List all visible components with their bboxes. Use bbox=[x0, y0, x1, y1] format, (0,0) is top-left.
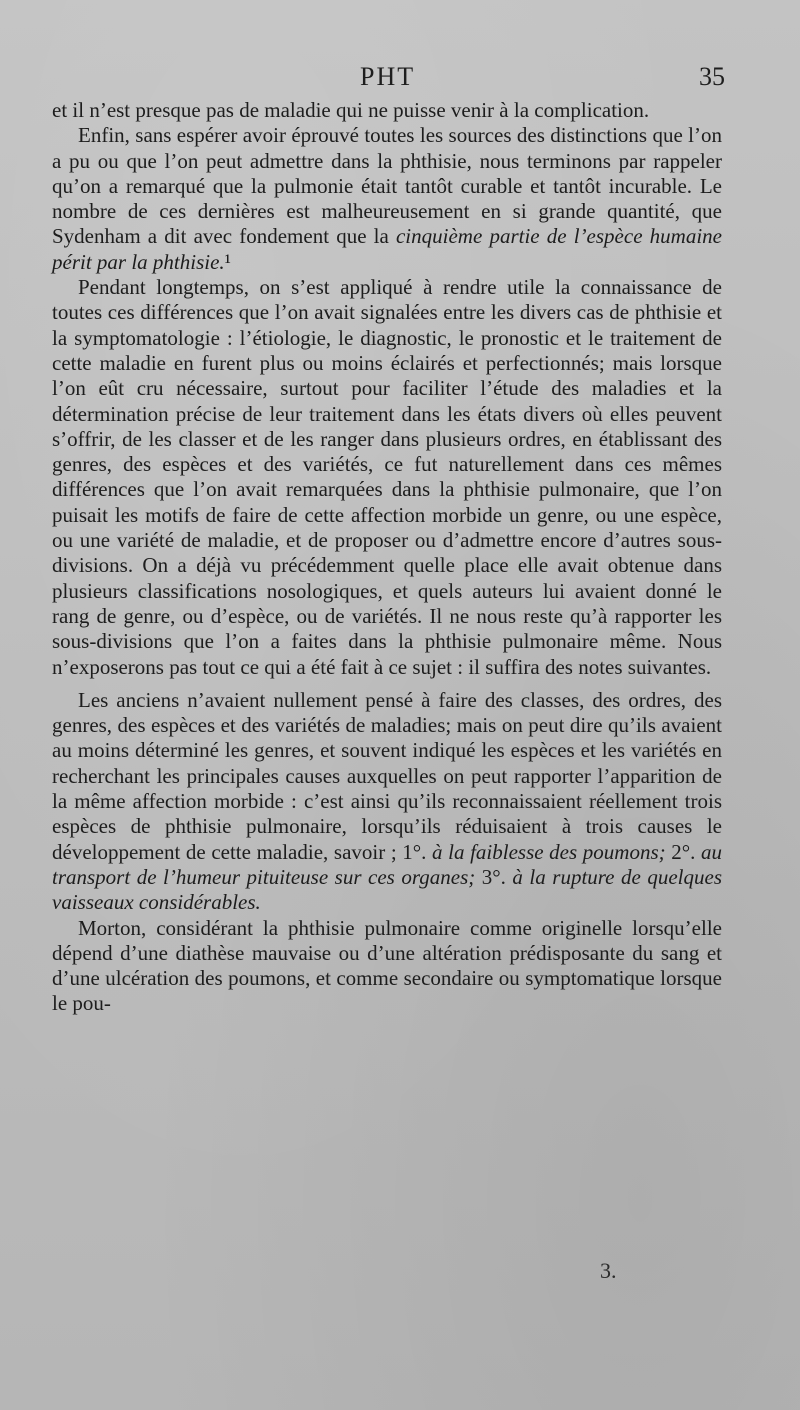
italic-text-run: à la rupture de quelques vaisseaux considérables. bbox=[52, 864, 722, 915]
text-run: Pendant longtemps, on s’est appliqué à rendre utile la connaissance de toutes ces différences que l’on avait signalées entre les divers cas de phthisie et la symptomatologie : l’étiologie, le diagnostic, le pronostic et le traitement de cette maladie en furent plus ou moins éclairés et perfectionnés; mais lorsque l’on eût cru nécessaire, surtout pour faciliter l’étude des maladies et la détermination précise de leur traitement dans les états divers où elles peuvent s’offrir, de les classer et de les ranger dans plusieurs ordres, en établissant des genres, des espèces et des variétés, ce fut naturellement dans ces mêmes différences que l’on avait remarquées dans la phthisie pulmonaire, que l’on puisait les motifs de faire de cette affection morbide un genre, ou une espèce, ou une variété de maladie, et de proposer ou d’admettre encore d’autres sous-divisions. On a déjà vu précédemment quelle place elle avait obtenue dans plusieurs classifications nosologiques, et quels auteurs lui avaient donné le rang de genre, ou d’espèce, ou de variétés. Il ne nous reste qu’à rapporter les sous-divisions que l’on a faites dans la phthisie pulmonaire même. Nous n’exposerons pas tout ce qui a été fait à ce sujet : il suffira des notes suivantes. bbox=[52, 275, 722, 679]
italic-text-run: cinquième partie de l’espèce humaine périt par la phthisie. bbox=[52, 224, 722, 274]
paragraph bbox=[52, 123, 722, 275]
text-run: et il n’est presque pas de maladie qui ne puisse venir à la complication. bbox=[52, 98, 650, 122]
text-run: Morton, considérant la phthisie pulmonaire comme originelle lorsqu’elle dépend d’une diathèse mauvaise ou d’une altération prédisposante du sang et d’une ulcération des poumons, et comme secondaire ou symptomatique lorsque le pou- bbox=[52, 915, 722, 1016]
text-run: ¹ bbox=[224, 249, 231, 274]
running-head: PHT bbox=[360, 62, 416, 91]
text-run: Les anciens n’avaient nullement pensé à faire des classes, des ordres, des genres, des espèces et des variétés de maladies; mais on peut dire qu’ils avaient au moins déterminé les genres, et souvent indiqué les espèces et les variétés en recherchant les principales causes auxquelles on peut rapporter l’apparition de la même affection morbide : c’est ainsi qu’ils reconnaissaient réellement trois espèces de phthisie pulmonaire, lorsqu’ils réduisaient à trois causes le développement de cette maladie, savoir ; 1°. bbox=[52, 687, 722, 864]
body-text bbox=[52, 98, 722, 1017]
paragraph bbox=[52, 688, 722, 916]
italic-text-run: à la faiblesse des poumons; bbox=[432, 839, 666, 864]
text-run: 2°. bbox=[665, 839, 701, 864]
paragraph bbox=[52, 98, 722, 123]
page-header bbox=[60, 62, 725, 96]
page-number: 35 bbox=[699, 62, 725, 91]
paragraph bbox=[52, 275, 722, 680]
italic-text-run: au transport de l’humeur pituiteuse sur ces organes; bbox=[52, 839, 722, 889]
paragraph bbox=[52, 916, 722, 1017]
text-run: 3°. bbox=[475, 864, 513, 889]
text-run: Enfin, sans espérer avoir éprouvé toutes les sources des distinctions que l’on a pu ou que l’on peut admettre dans la phthisie, nous terminons par rappeler qu’on a remarqué que la pulmonie était tantôt curable et tantôt incurable. Le nombre de ces dernières est malheureusement en si grande quantité, que Sydenham a dit avec fondement que la bbox=[52, 123, 722, 249]
signature-mark: 3. bbox=[600, 1258, 617, 1283]
